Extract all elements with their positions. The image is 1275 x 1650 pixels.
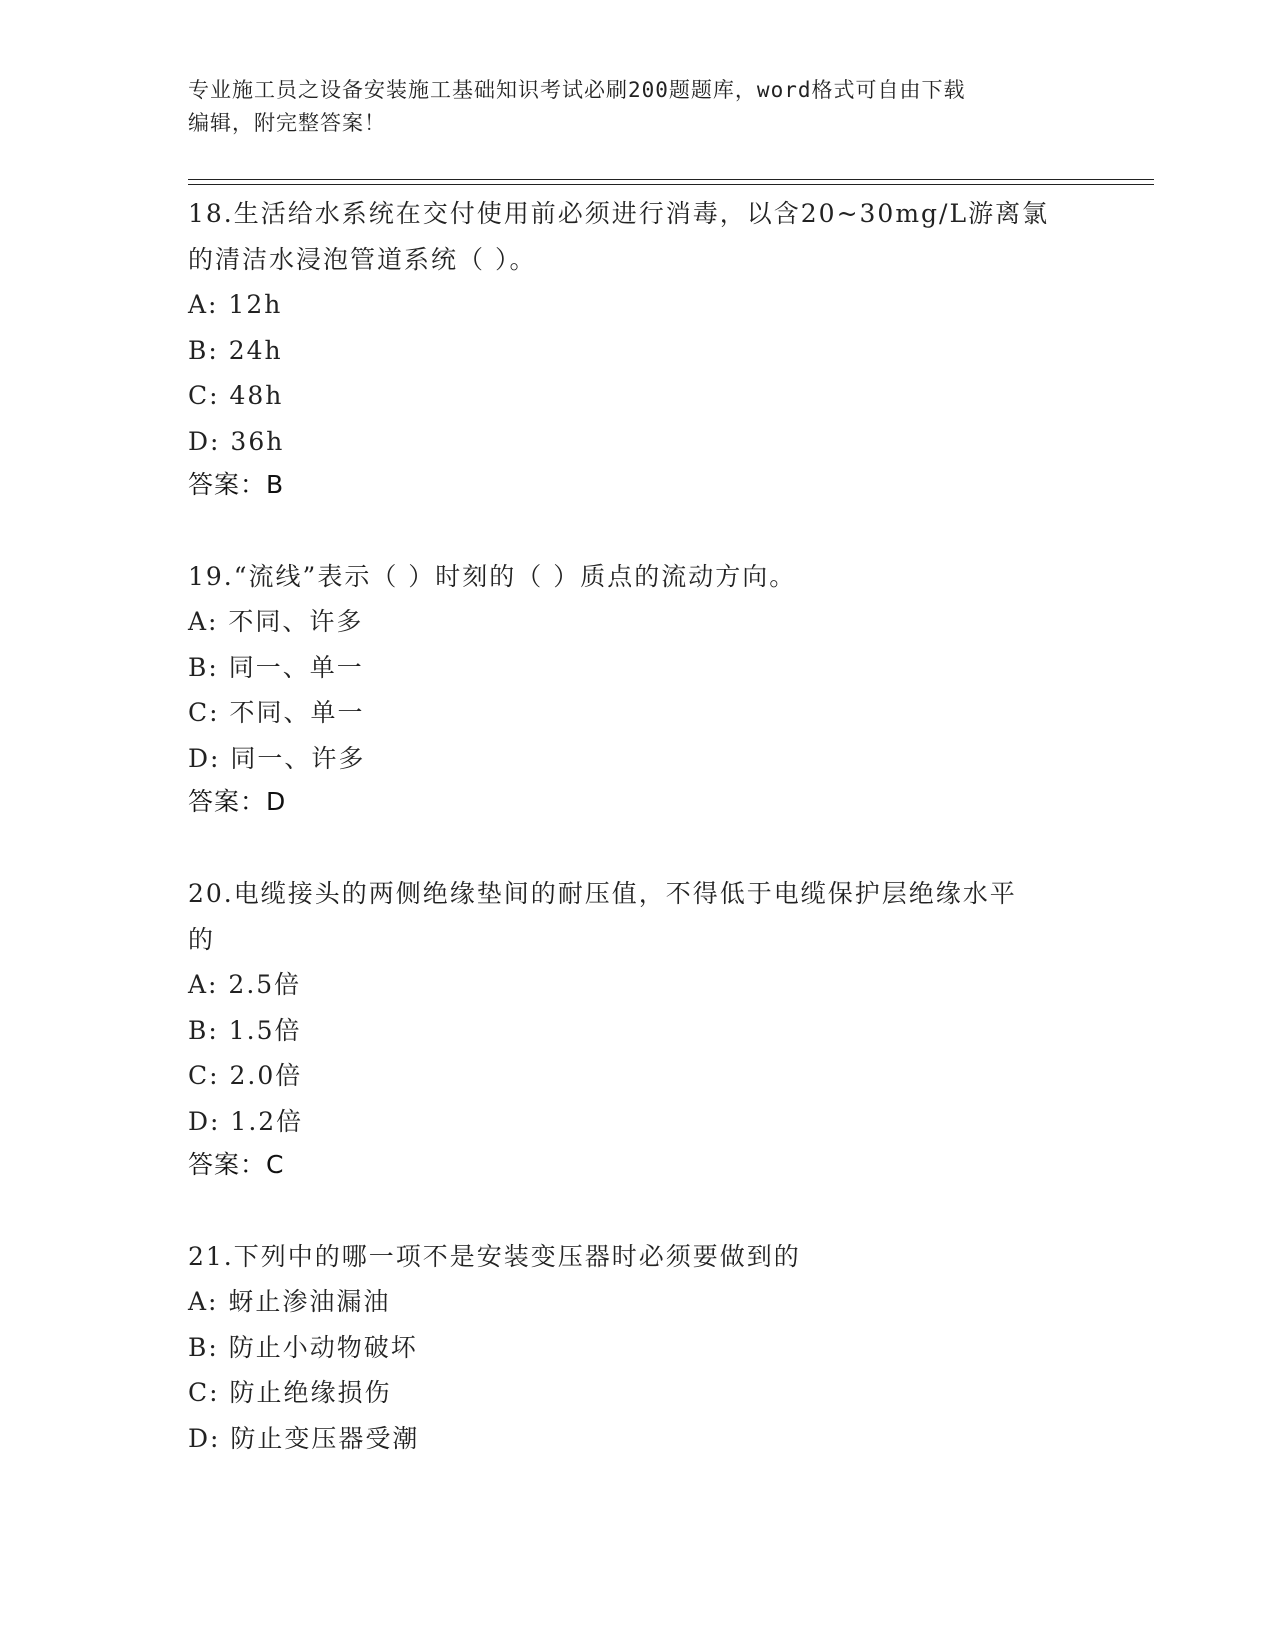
question-stem-line: 20.电缆接头的两侧绝缘垫间的耐压值，不得低于电缆保护层绝缘水平 (188, 879, 1017, 908)
option-a: A: 12h (188, 290, 283, 319)
option-b: B: 1.5倍 (188, 1015, 302, 1045)
answer-label: 答案：C (188, 1150, 285, 1179)
header-line-1: 专业施工员之设备安装施工基础知识考试必刷200题题库，word格式可自由下载 (188, 78, 966, 102)
question-stem-line: 的清洁水浸泡管道系统（ ）。 (188, 245, 537, 274)
option-a: A: 蚜止渗油漏油 (188, 1287, 391, 1316)
question-21 (188, 1233, 1088, 1461)
option-d: D: 1.2倍 (188, 1106, 304, 1136)
option-a: A: 不同、许多 (188, 607, 364, 636)
option-c: C: 2.0倍 (188, 1061, 303, 1090)
question-stem-line: 19.“流线”表示（ ）时刻的（ ）质点的流动方向。 (188, 562, 797, 591)
option-d: D: 同一、许多 (188, 743, 366, 773)
question-19 (188, 553, 1088, 823)
header-line-2: 编辑，附完整答案！ (188, 111, 386, 135)
option-b: B: 同一、单一 (188, 652, 364, 682)
question-20 (188, 870, 1088, 1186)
option-a: A: 2.5倍 (188, 970, 302, 999)
question-stem-line: 21.下列中的哪一项不是安装变压器时必须要做到的 (188, 1242, 801, 1271)
option-d: D: 36h (188, 426, 285, 456)
option-d: D: 防止变压器受潮 (188, 1423, 420, 1453)
option-c: C: 48h (188, 381, 284, 410)
option-c: C: 防止绝缘损伤 (188, 1378, 392, 1407)
question-18 (188, 190, 1088, 506)
header-divider-top (188, 179, 1154, 180)
option-c: C: 不同、单一 (188, 698, 365, 727)
answer-label: 答案：B (188, 470, 285, 499)
question-gap (188, 823, 1088, 870)
option-b: B: 24h (188, 335, 283, 365)
answer-label: 答案：D (188, 787, 287, 816)
question-gap (188, 1186, 1088, 1233)
question-stem-line: 的 (188, 925, 216, 954)
question-gap (188, 506, 1088, 553)
document-header (188, 74, 1088, 140)
option-b: B: 防止小动物破坏 (188, 1332, 418, 1362)
header-divider-bottom (188, 184, 1154, 185)
question-stem-line: 18.生活给水系统在交付使用前必须进行消毒，以含20~30mg/L游离氯 (188, 199, 1050, 228)
question-list (188, 190, 1088, 1461)
